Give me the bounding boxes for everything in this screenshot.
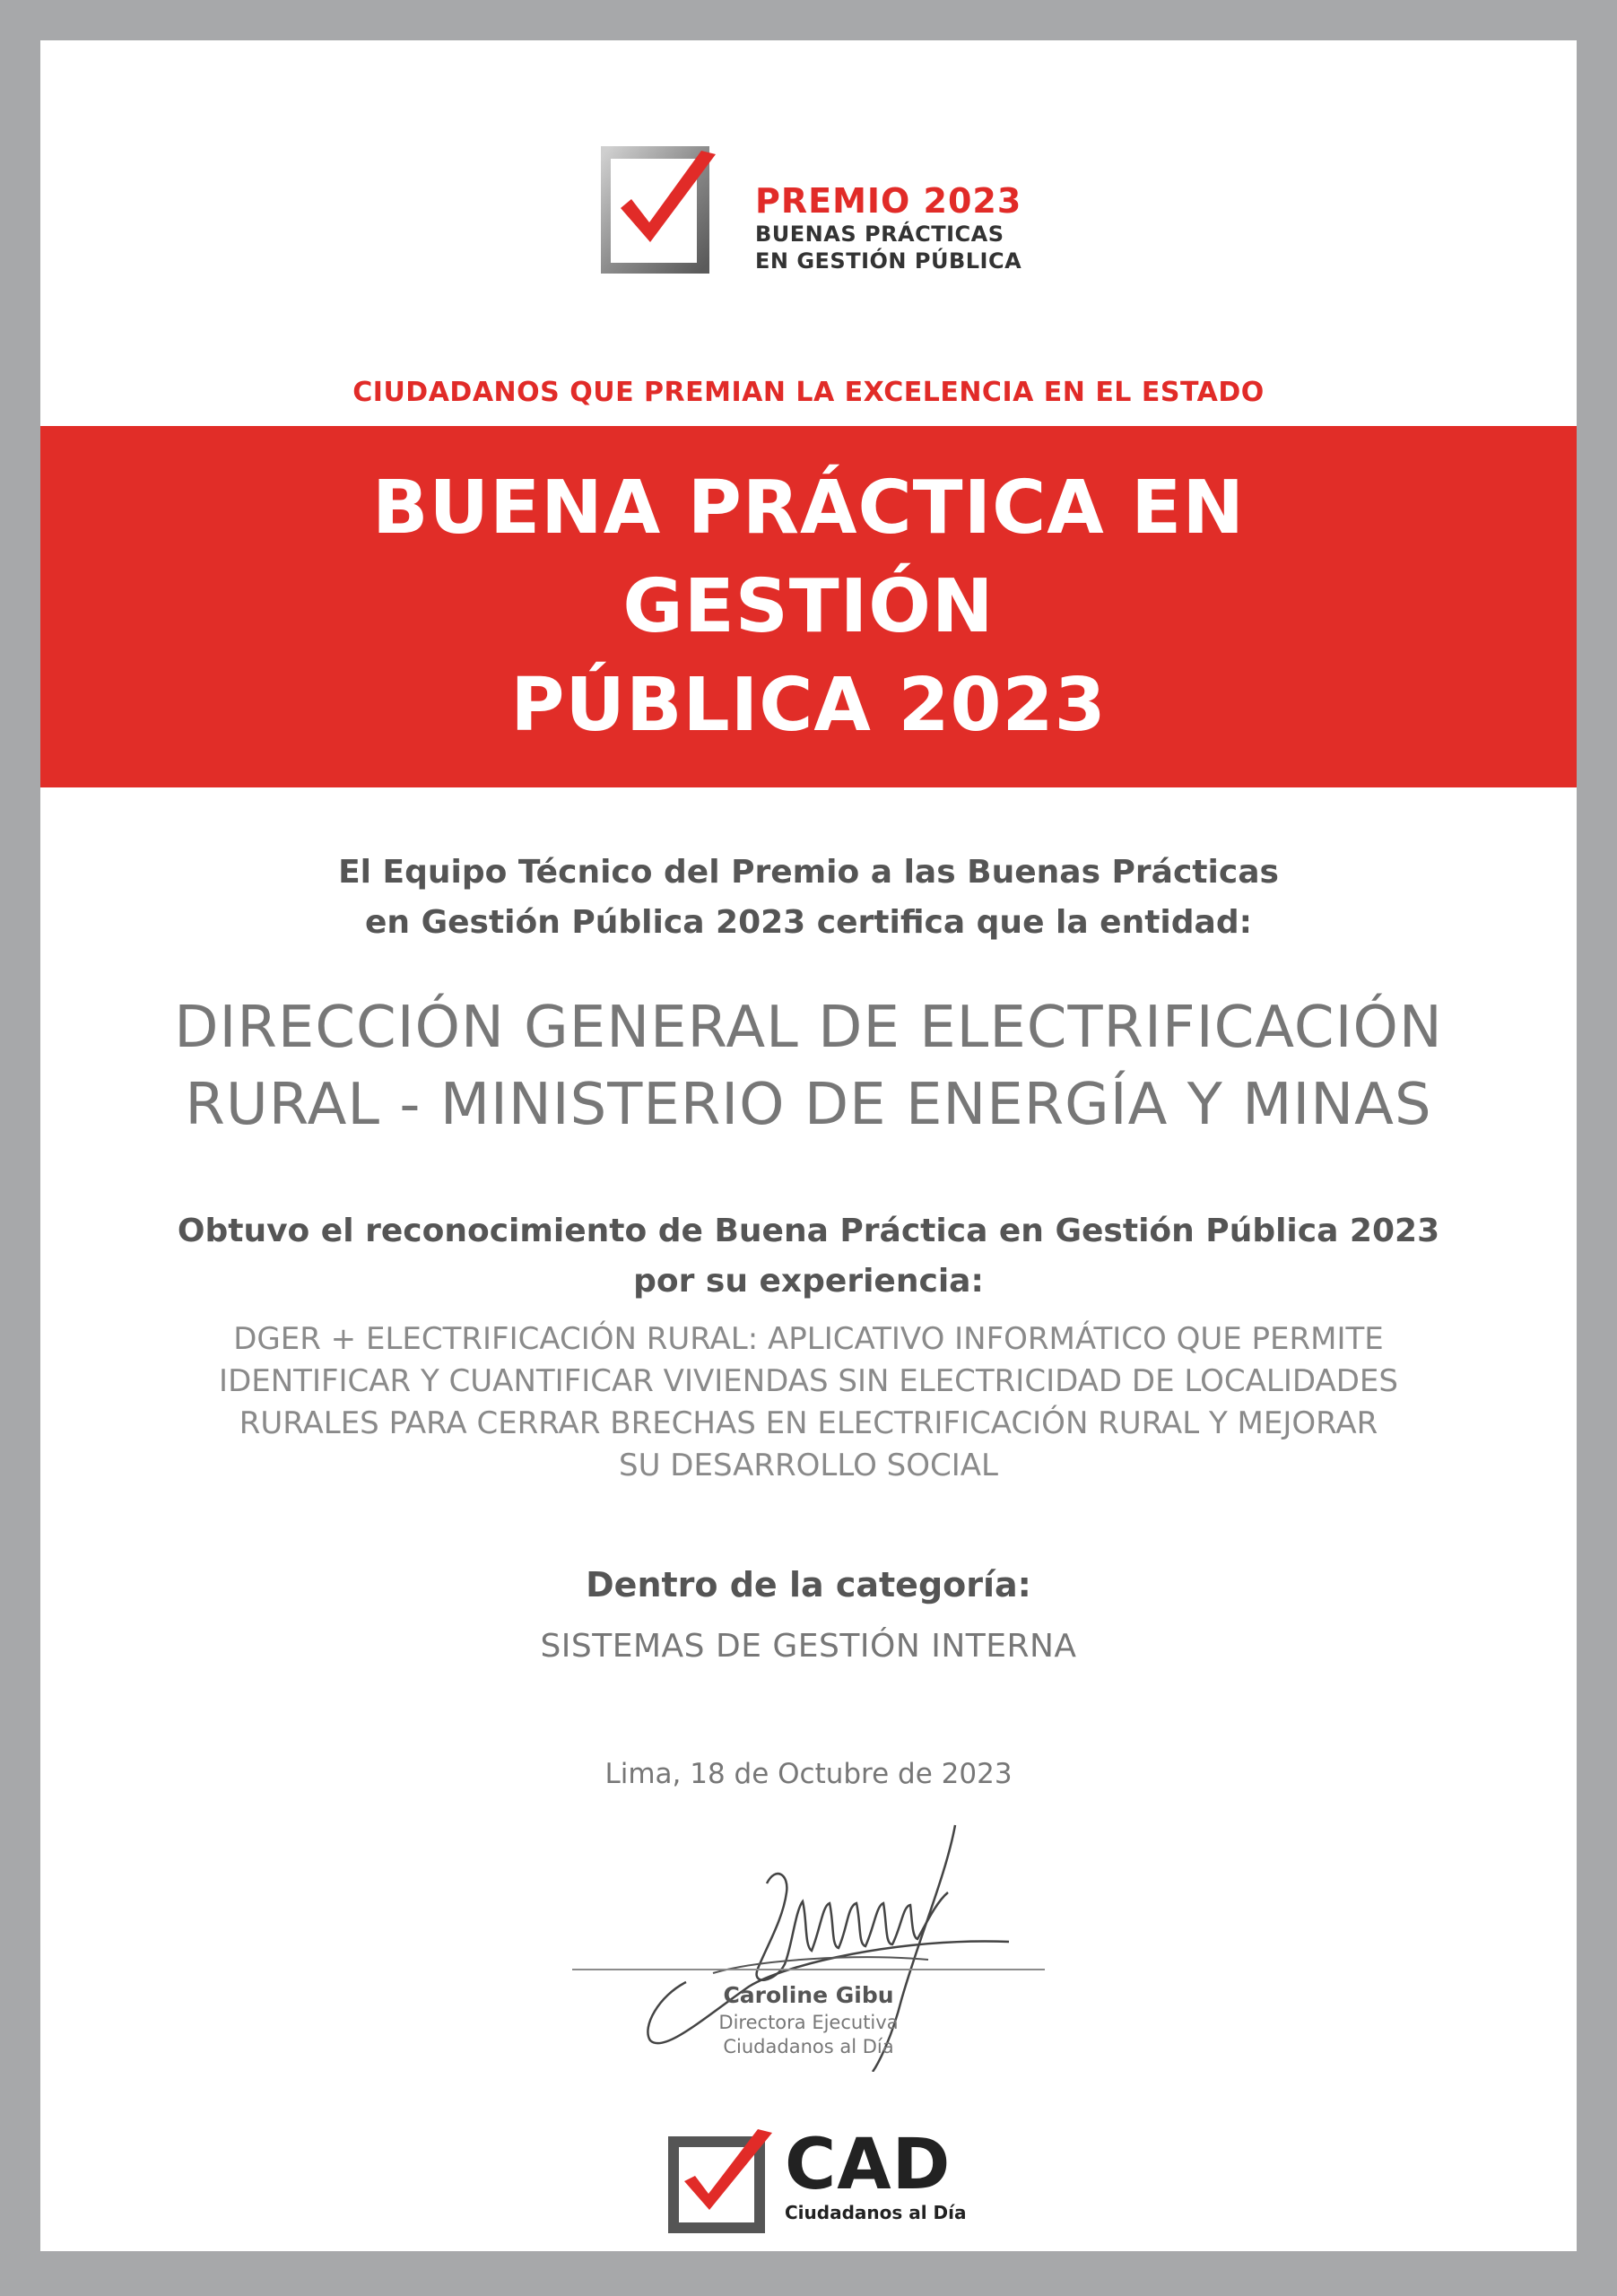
award-logo-text — [755, 181, 1022, 274]
recognition-line-2: por su experiencia: — [633, 1263, 984, 1300]
title-banner — [40, 426, 1577, 787]
cad-checkmark-icon — [668, 2126, 776, 2233]
recognition-line-1: Obtuvo el reconocimiento de Buena Práctica en Gestión Pública 2023 — [177, 1213, 1440, 1249]
category-label: Dentro de la categoría: — [586, 1565, 1031, 1605]
entity-name — [40, 989, 1577, 1144]
entity-line-1: DIRECCIÓN GENERAL DE ELECTRIFICACIÓN — [174, 995, 1443, 1061]
banner-line-1: BUENA PRÁCTICA EN GESTIÓN — [372, 465, 1245, 649]
banner-title — [181, 459, 1437, 755]
award-line-1: BUENAS PRÁCTICAS — [755, 222, 1004, 247]
signer-role: Directora Ejecutiva — [718, 2012, 899, 2033]
issue-date: Lima, 18 de Octubre de 2023 — [604, 1758, 1013, 1790]
experience-line-3: RURALES PARA CERRAR BRECHAS EN ELECTRIFICACIÓN RURAL Y MEJORAR — [239, 1405, 1378, 1441]
signer-organization: Ciudadanos al Día — [723, 2036, 894, 2057]
certifier-line-1: El Equipo Técnico del Premio a las Buenas Prácticas — [338, 854, 1279, 891]
signature-line — [572, 1969, 1045, 1970]
experience-line-4: SU DESARROLLO SOCIAL — [619, 1448, 998, 1483]
cad-logo-text — [785, 2125, 967, 2223]
tagline: CIUDADANOS QUE PREMIAN LA EXCELENCIA EN EL ESTADO — [352, 377, 1265, 408]
award-checkmark-icon — [601, 135, 717, 274]
cad-subtitle: Ciudadanos al Día — [785, 2202, 967, 2223]
signer-name: Caroline Gibu — [723, 1982, 894, 2008]
banner-line-2: PÚBLICA 2023 — [510, 662, 1107, 748]
award-line-2: EN GESTIÓN PÚBLICA — [755, 248, 1022, 274]
experience-line-2: IDENTIFICAR Y CUANTIFICAR VIVIENDAS SIN ELECTRICIDAD DE LOCALIDADES — [219, 1363, 1398, 1399]
certifier-line-2: en Gestión Pública 2023 certifica que la entidad: — [364, 904, 1252, 941]
certificate-page — [40, 40, 1577, 2251]
certifier-text — [40, 848, 1577, 948]
experience-line-1: DGER + ELECTRIFICACIÓN RURAL: APLICATIVO INFORMÁTICO QUE PERMITE — [233, 1321, 1384, 1357]
experience-description — [148, 1318, 1469, 1487]
entity-line-2: RURAL - MINISTERIO DE ENERGÍA Y MINAS — [185, 1072, 1432, 1138]
award-title: PREMIO 2023 — [755, 181, 1022, 221]
category-value: SISTEMAS DE GESTIÓN INTERNA — [540, 1628, 1077, 1665]
recognition-text — [40, 1206, 1577, 1307]
cad-title: CAD — [785, 2125, 952, 2205]
